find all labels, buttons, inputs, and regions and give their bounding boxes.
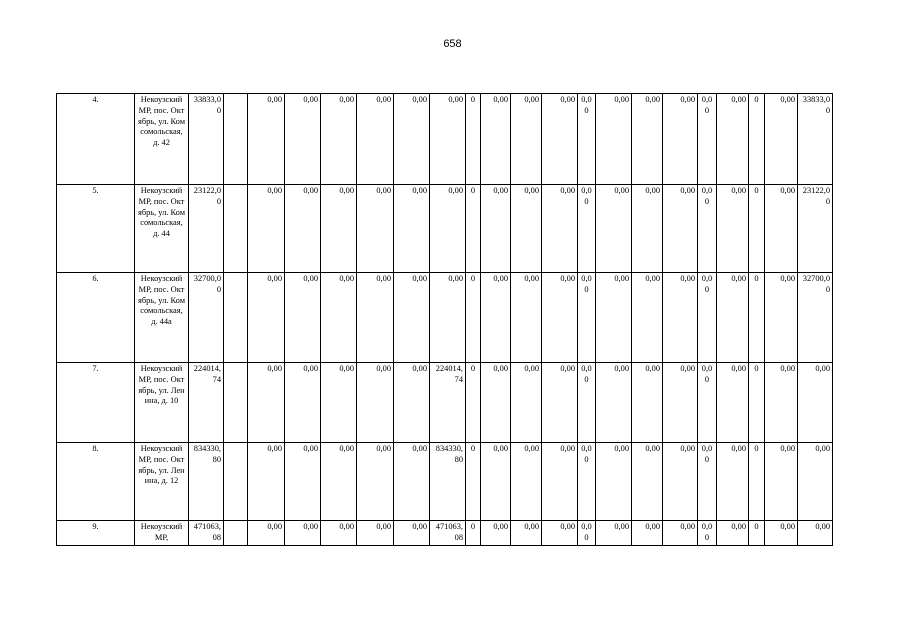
table-row [57,273,833,363]
value-cell: 0,00 [698,521,717,546]
value-cell: 0,00 [698,185,717,273]
value-cell: 0,00 [511,94,542,185]
value-cell: 0,00 [481,521,511,546]
value-cell: 0 [466,363,481,443]
value-cell: 0,00 [357,363,394,443]
value-cell: 0,00 [698,94,717,185]
value-cell: 0 [749,273,765,363]
value-cell: 0,00 [481,443,511,521]
value-cell: 834330,80 [189,443,224,521]
value-cell: 0,00 [798,363,833,443]
value-cell: 32700,00 [798,273,833,363]
value-cell: 0,00 [632,443,663,521]
value-cell: 0 [466,94,481,185]
value-cell: 0,00 [632,185,663,273]
address-cell: Некоузский МР, пос. Октябрь, ул. Комсомольская, д. 42 [135,94,189,185]
row-number: 8. [57,443,135,521]
value-cell: 0,00 [481,185,511,273]
table-row [57,185,833,273]
value-cell: 0,00 [578,273,596,363]
value-cell: 23122,00 [189,185,224,273]
value-cell [224,521,248,546]
value-cell: 0,00 [357,185,394,273]
value-cell: 0,00 [321,443,357,521]
value-cell: 471063,08 [189,521,224,546]
value-cell: 0,00 [511,443,542,521]
value-cell: 0,00 [542,273,578,363]
value-cell: 0,00 [357,94,394,185]
value-cell: 0,00 [765,363,798,443]
value-cell: 0 [466,273,481,363]
value-cell: 0 [749,443,765,521]
value-cell: 0,00 [632,273,663,363]
value-cell: 0,00 [511,273,542,363]
value-cell: 0,00 [481,363,511,443]
value-cell: 0,00 [285,273,321,363]
value-cell: 0,00 [542,443,578,521]
value-cell: 0,00 [394,443,430,521]
value-cell: 0,00 [663,521,698,546]
value-cell: 0,00 [596,273,632,363]
value-cell: 0,00 [394,185,430,273]
value-cell: 0,00 [248,94,285,185]
value-cell: 0,00 [663,185,698,273]
value-cell: 0,00 [394,363,430,443]
value-cell: 224014,74 [189,363,224,443]
value-cell: 0,00 [394,521,430,546]
value-cell: 0,00 [511,363,542,443]
value-cell: 0,00 [632,94,663,185]
value-cell: 0,00 [542,521,578,546]
value-cell: 0,00 [596,521,632,546]
value-cell: 0,00 [481,273,511,363]
value-cell: 0,00 [321,94,357,185]
value-cell: 0,00 [430,273,466,363]
value-cell: 0,00 [248,185,285,273]
value-cell: 0,00 [717,94,749,185]
value-cell: 23122,00 [798,185,833,273]
value-cell: 0,00 [542,363,578,443]
value-cell: 0,00 [798,521,833,546]
value-cell: 0,00 [698,363,717,443]
value-cell: 0,00 [511,185,542,273]
value-cell: 33833,00 [798,94,833,185]
value-cell: 0,00 [632,363,663,443]
value-cell: 0,00 [248,521,285,546]
value-cell: 0,00 [578,94,596,185]
value-cell: 0,00 [596,443,632,521]
value-cell: 0,00 [321,363,357,443]
value-cell: 0,00 [357,273,394,363]
value-cell [224,273,248,363]
value-cell: 0,00 [578,443,596,521]
row-number: 9. [57,521,135,546]
value-cell: 0 [749,521,765,546]
row-number: 4. [57,94,135,185]
address-cell: Некоузский МР, пос. Октябрь, ул. Ленина, д. 12 [135,443,189,521]
value-cell: 0,00 [394,273,430,363]
value-cell: 0,00 [285,521,321,546]
page-number: 658 [443,38,462,50]
value-cell: 0,00 [717,185,749,273]
value-cell: 0,00 [578,521,596,546]
row-number: 5. [57,185,135,273]
value-cell: 0,00 [321,185,357,273]
table-row [57,521,833,546]
value-cell: 0,00 [765,94,798,185]
address-cell: Некоузский МР, пос. Октябрь, ул. Комсомольская, д. 44 [135,185,189,273]
address-cell: Некоузский МР, пос. Октябрь, ул. Ленина, д. 10 [135,363,189,443]
address-cell: Некоузский МР, [135,521,189,546]
table-row [57,94,833,185]
value-cell [224,443,248,521]
value-cell: 0,00 [357,443,394,521]
value-cell: 0,00 [542,94,578,185]
value-cell: 0,00 [248,273,285,363]
value-cell: 0,00 [285,443,321,521]
value-cell: 0,00 [717,521,749,546]
value-cell: 32700,00 [189,273,224,363]
value-cell: 0,00 [596,94,632,185]
value-cell: 0,00 [663,363,698,443]
value-cell: 0,00 [663,443,698,521]
value-cell: 0,00 [285,94,321,185]
table-row [57,363,833,443]
address-cell: Некоузский МР, пос. Октябрь, ул. Комсомольская, д. 44а [135,273,189,363]
value-cell: 0,00 [357,521,394,546]
value-cell: 471063,08 [430,521,466,546]
value-cell: 0,00 [596,185,632,273]
value-cell: 0,00 [285,185,321,273]
value-cell: 0,00 [698,443,717,521]
value-cell: 0 [749,363,765,443]
value-cell [224,363,248,443]
value-cell: 0,00 [248,443,285,521]
value-cell: 0,00 [430,185,466,273]
value-cell: 33833,00 [189,94,224,185]
value-cell: 0 [466,521,481,546]
value-cell: 0,00 [765,521,798,546]
value-cell: 0 [466,185,481,273]
value-cell: 0,00 [394,94,430,185]
value-cell: 0,00 [765,273,798,363]
value-cell: 0,00 [511,521,542,546]
value-cell: 0,00 [578,185,596,273]
value-cell: 834330,80 [430,443,466,521]
value-cell: 0,00 [798,443,833,521]
value-cell: 0,00 [430,94,466,185]
value-cell: 0,00 [481,94,511,185]
value-cell: 0,00 [765,443,798,521]
value-cell: 0,00 [717,363,749,443]
value-cell: 0,00 [321,521,357,546]
value-cell: 0 [749,94,765,185]
value-cell: 0,00 [578,363,596,443]
value-cell: 0,00 [698,273,717,363]
value-cell: 0 [749,185,765,273]
value-cell: 0,00 [285,363,321,443]
value-cell: 0,00 [248,363,285,443]
data-table [56,93,833,546]
value-cell [224,94,248,185]
row-number: 6. [57,273,135,363]
row-number: 7. [57,363,135,443]
value-cell: 0,00 [663,94,698,185]
value-cell: 0,00 [663,273,698,363]
value-cell: 0 [466,443,481,521]
value-cell: 0,00 [596,363,632,443]
value-cell [224,185,248,273]
value-cell: 0,00 [717,443,749,521]
table-row [57,443,833,521]
value-cell: 0,00 [632,521,663,546]
value-cell: 0,00 [542,185,578,273]
value-cell: 0,00 [765,185,798,273]
value-cell: 224014,74 [430,363,466,443]
value-cell: 0,00 [321,273,357,363]
value-cell: 0,00 [717,273,749,363]
